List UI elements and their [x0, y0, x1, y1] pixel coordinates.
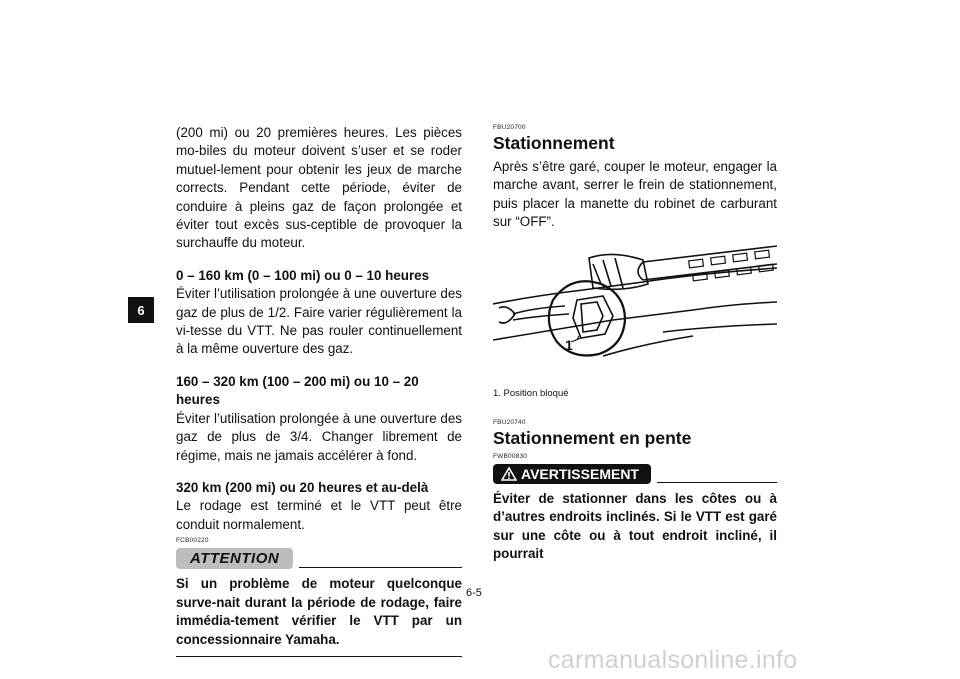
- title-stationnement-pente: Stationnement en pente: [493, 427, 692, 448]
- section-code-stationnement: FBU20700: [493, 124, 526, 131]
- handlebar-illustration: [493, 244, 777, 374]
- warning-code: FWB00830: [493, 452, 528, 460]
- watermark: carmanualsonline.info: [548, 646, 798, 674]
- chapter-tab: 6: [128, 297, 154, 323]
- warning-text: Éviter de stationner dans les côtes ou à d’autres endroits inclinés. Si le VTT est garé sur une côte ou à tout endroit incliné, il pourrait: [493, 490, 777, 562]
- title-stationnement: Stationnement: [493, 133, 615, 153]
- attention-rule: [299, 567, 462, 568]
- section-heading-160-320: 160 – 320 km (100 – 200 mi) ou 10 – 20 heures: [176, 373, 419, 408]
- section-code-pente: FBU20740: [493, 418, 526, 426]
- attention-header: [176, 548, 462, 569]
- page-number: 6-5: [466, 587, 482, 599]
- attention-end-rule: [176, 656, 462, 657]
- section-heading-0-160: 0 – 160 km (0 – 100 mi) ou 0 – 10 heures: [176, 267, 430, 283]
- warning-rule: [657, 482, 777, 483]
- figure-callout-1: 1: [565, 336, 573, 353]
- warning-label: AVERTISSEMENT: [521, 465, 639, 482]
- section-heading-320-plus: 320 km (200 mi) ou 20 heures et au-delà: [176, 479, 429, 495]
- text-stationnement: Après s’être garé, couper le moteur, engager la marche avant, serrer le frein de stationnement, puis placer la manette du robinet de carburant sur “OFF”.: [493, 159, 777, 230]
- left-column: [176, 124, 462, 657]
- intro-paragraph: (200 mi) ou 20 premières heures. Les pièces mo-biles du moteur doivent s’user et se roder mutuel-lement pour obtenir les jeux de marche corrects. Pendant cette période, éviter de conduire à pleins gaz de façon prolongée et éviter tout excès sus-ceptible de provoquer la surchauffe du moteur.: [176, 125, 462, 251]
- section-text-320-plus: Le rodage est terminé et le VTT peut être conduit normalement.: [176, 498, 462, 532]
- section-text-0-160: Éviter l’utilisation prolongée à une ouverture des gaz de plus de 1/2. Faire varier régulièrement la vi-tesse du VTT. Ne pas rouler continuellement à la même ouverture des gaz.: [176, 286, 462, 357]
- attention-label: ATTENTION: [176, 548, 293, 569]
- warning-label-box: [493, 464, 651, 484]
- right-column: [493, 124, 777, 564]
- warning-triangle-icon: [501, 467, 517, 481]
- section-text-160-320: Éviter l’utilisation prolongée à une ouverture des gaz de plus de 3/4. Changer librement de régime, mais ne jamais accélérer à fond.: [176, 410, 462, 463]
- figure-caption: 1. Position bloqué: [493, 387, 569, 399]
- warning-header: [493, 464, 777, 484]
- attention-code: FCB00220: [176, 537, 209, 545]
- attention-text: Si un problème de moteur quelconque surve-nait durant la période de rodage, faire immédia-tement vérifier le VTT par un concessionnaire Yamaha.: [176, 576, 462, 647]
- parking-brake-figure: [493, 244, 777, 374]
